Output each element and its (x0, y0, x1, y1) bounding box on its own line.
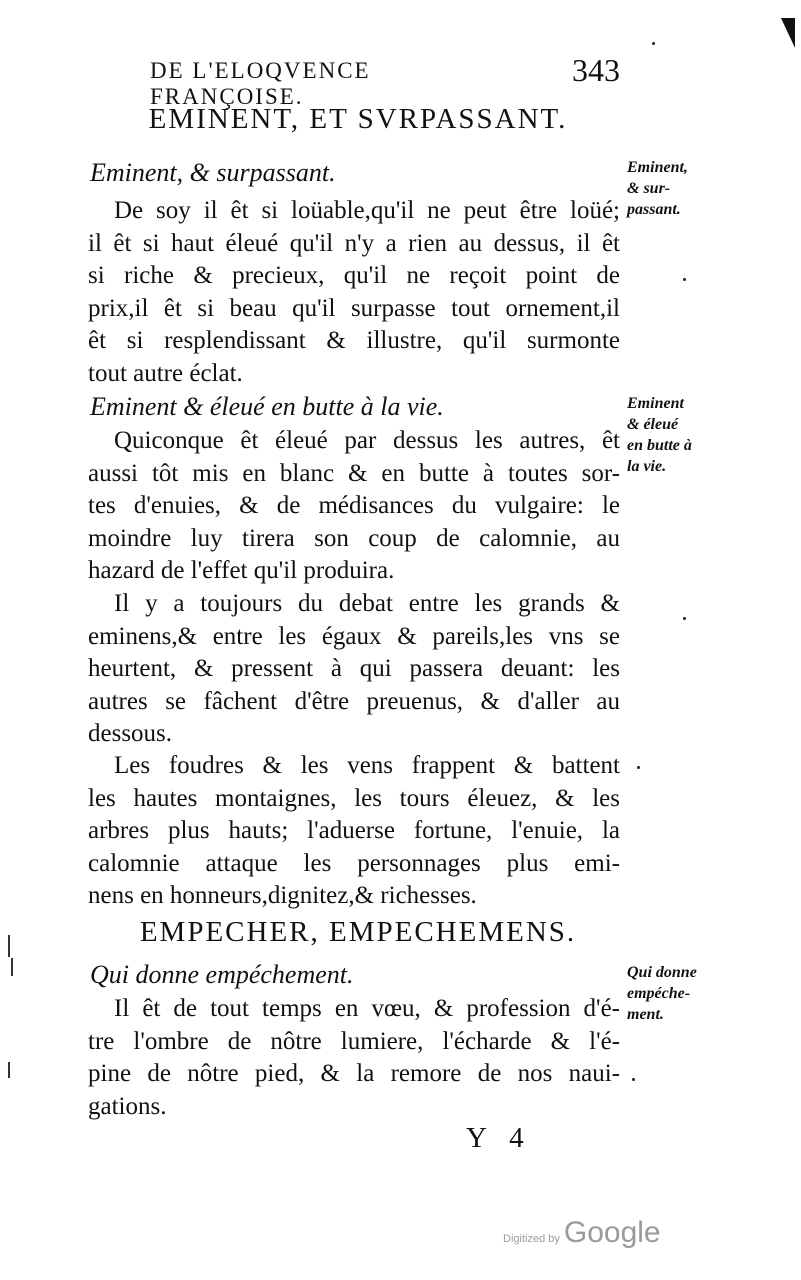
digitized-prefix: Digitized by (503, 1233, 560, 1245)
margin-note-line: Eminent, (627, 159, 688, 176)
text-line: heurtent, & pressent à qui passera deuant: les (88, 655, 620, 683)
text-line: autres se fâchent d'être preuenus, & d'aller au (88, 687, 620, 715)
signature-mark: Y 4 (466, 1122, 532, 1154)
running-title: DE L'ELOQVENCE FRANÇOISE. (150, 58, 371, 109)
text-line: Quiconque êt éleué par dessus les autres, êt (114, 427, 620, 454)
text-line: les hautes montaignes, les tours éleuez, & les (88, 784, 620, 812)
digitized-watermark (503, 1216, 661, 1250)
text-line: Il êt de tout temps en vœu, & profession d'é- (114, 995, 620, 1022)
scan-speck (683, 278, 686, 281)
entry-title-eminent-eleve: Eminent & éleué en butte à la vie. (90, 392, 444, 421)
text-line: tout autre éclat. (88, 359, 243, 387)
scan-speck (632, 1078, 635, 1081)
text-line: calomnie attaque les personnages plus emi- (88, 849, 620, 877)
scan-speck (683, 617, 686, 620)
section-heading-empecher: EMPECHER, EMPECHEMENS. (139, 916, 577, 948)
margin-note-line: & sur- (627, 180, 671, 197)
text-line: eminens,& entre les égaux & pareils,les vns se (88, 622, 620, 650)
section-heading-eminent: EMINENT, ET SVRPASSANT. (148, 103, 568, 135)
text-line: aussi tôt mis en blanc & en butte à toutes sor- (88, 459, 620, 487)
scan-mark (11, 958, 13, 976)
margin-note-eminent-eleve (627, 393, 737, 477)
paragraph (88, 750, 620, 913)
paragraph (88, 993, 620, 1123)
scan-speck (652, 42, 655, 45)
text-line: prix,il êt si beau qu'il surpasse tout ornement,il (88, 294, 620, 322)
entry-title-empechement: Qui donne empéchement. (90, 960, 354, 989)
scan-speck (637, 766, 640, 769)
margin-note-empechement (627, 962, 737, 1025)
paragraph (88, 425, 620, 588)
text-line: De soy il êt si loüable,qu'il ne peut être loüé; (114, 197, 620, 224)
text-line: si riche & precieux, qu'il ne reçoit point de (88, 262, 620, 290)
margin-note-line: Eminent (627, 395, 684, 412)
paragraph (88, 588, 620, 751)
text-line: pine de nôtre pied, & la remore de nos naui- (88, 1060, 620, 1088)
scan-mark (8, 935, 10, 957)
text-line: moindre luy tirera son coup de calomnie, au (88, 524, 620, 552)
text-line: Il y a toujours du debat entre les grands & (114, 590, 620, 617)
margin-note-line: passant. (627, 201, 681, 218)
margin-note-line: en butte à (627, 437, 692, 454)
text-line: Les foudres & les vens frappent & battent (114, 752, 620, 779)
text-line: arbres plus hauts; l'aduerse fortune, l'enuie, la (88, 817, 620, 845)
text-line: hazard de l'effet qu'il produira. (88, 557, 395, 585)
margin-note-line: ment. (627, 1006, 664, 1023)
margin-note-line: empéche- (627, 985, 691, 1002)
entry-title-eminent-surpassant: Eminent, & surpassant. (90, 158, 336, 187)
digitizer-logo: Google (563, 1216, 661, 1249)
text-line: il êt si haut éleué qu'il n'y a rien au dessus, il êt (88, 229, 620, 257)
margin-note-line: & éleué (627, 416, 679, 433)
page-number: 343 (572, 52, 620, 88)
text-line: dessous. (88, 720, 173, 748)
margin-note-line: Qui donne (627, 964, 697, 981)
margin-note-eminent-surpassant (627, 157, 737, 220)
page-corner-mark (781, 18, 795, 48)
scan-mark (8, 1062, 10, 1078)
text-line: tre l'ombre de nôtre lumiere, l'écharde & l'é- (88, 1027, 620, 1055)
margin-note-line: la vie. (627, 458, 667, 475)
text-line: gations. (88, 1092, 167, 1120)
text-line: nens en honneurs,dignitez,& richesses. (88, 882, 477, 910)
paragraph (88, 195, 620, 391)
text-line: tes d'enuies, & de médisances du vulgaire: le (88, 492, 620, 520)
text-line: êt si resplendissant & illustre, qu'il surmonte (88, 327, 620, 355)
